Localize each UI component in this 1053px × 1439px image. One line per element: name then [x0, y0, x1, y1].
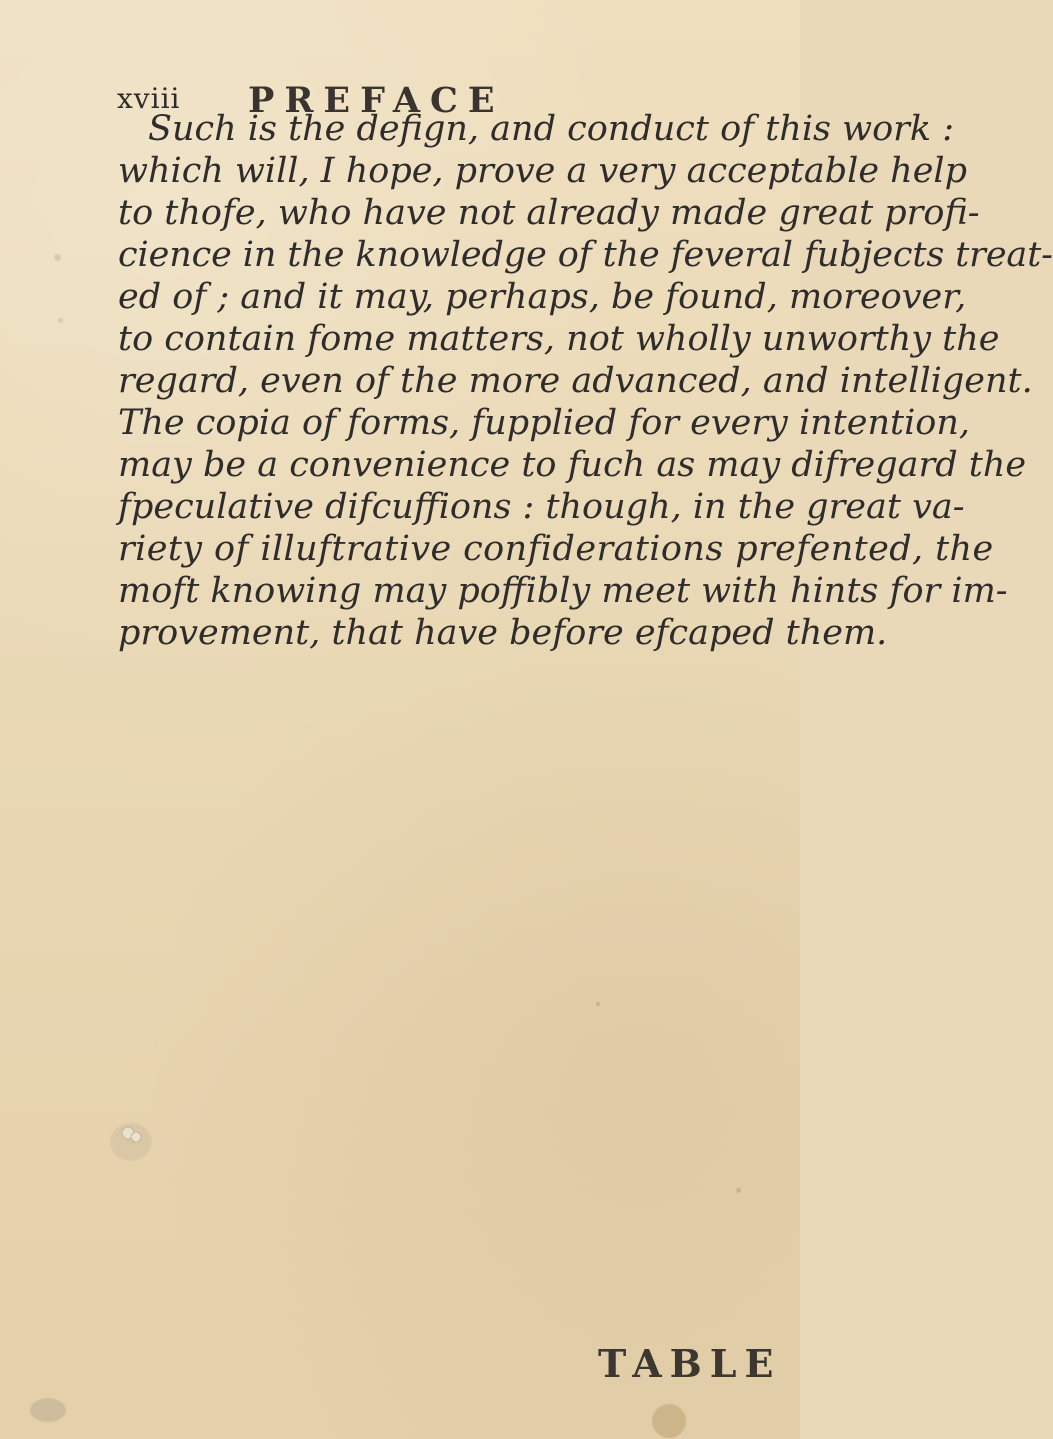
text-line: cience in the knowledge of the feveral fubjects treat-: [118, 235, 1053, 275]
text-line: The copia of forms, fupplied for every intention,: [118, 403, 970, 443]
catchword: TABLE: [598, 1341, 782, 1386]
text-line: may be a convenience to fuch as may difregard the: [118, 445, 1027, 485]
text-line: moft knowing may poffibly meet with hints for im-: [118, 571, 1008, 611]
page-number: xviii: [117, 82, 181, 115]
small-printer-mark-icon: [118, 1122, 146, 1150]
text-line: provement, that have before efcaped them.: [118, 613, 888, 653]
preface-text: [118, 108, 1053, 654]
text-line: fpeculative difcuffions : though, in the great va-: [118, 487, 965, 527]
running-head: PREFACE: [248, 80, 505, 121]
text-line: regard, even of the more advanced, and intelligent.: [118, 361, 1033, 401]
paper-stain: [30, 1398, 66, 1422]
paper-spot: [736, 1188, 741, 1193]
text-line: riety of illuftrative confiderations prefented, the: [118, 529, 994, 569]
paper-spot: [596, 1002, 600, 1006]
text-line: ed of ; and it may, perhaps, be found, moreover,: [118, 277, 967, 317]
paper-spot: [58, 318, 63, 323]
paper-stain: [652, 1404, 686, 1438]
text-line: Such is the defign, and conduct of this work :: [148, 109, 954, 149]
paper-spot: [54, 254, 61, 261]
text-line: to thofe, who have not already made great profi-: [118, 193, 980, 233]
text-line: which will, I hope, prove a very acceptable help: [118, 151, 968, 191]
text-line: to contain fome matters, not wholly unworthy the: [118, 319, 1000, 359]
